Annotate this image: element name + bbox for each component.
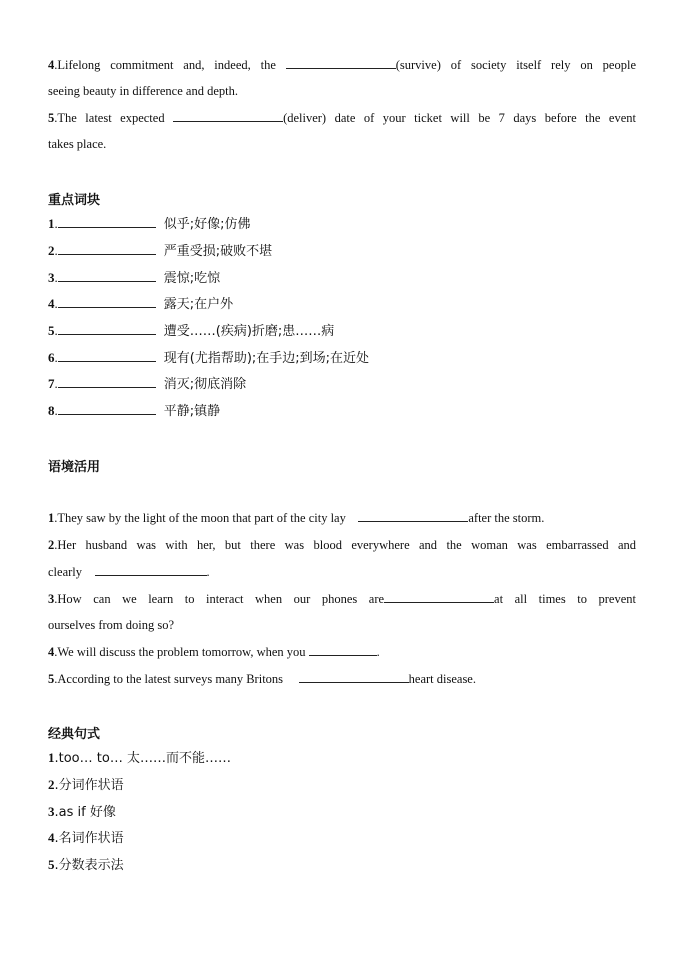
phrase-meaning: 现有(尤指帮助);在手边;到场;在近处 bbox=[163, 351, 370, 366]
context-question-4 bbox=[48, 644, 636, 660]
answer-blank[interactable] bbox=[95, 564, 207, 576]
item-number: 4 bbox=[48, 58, 55, 72]
question-text: . bbox=[376, 645, 380, 659]
phrase-meaning: 似乎;好像;仿佛 bbox=[163, 217, 251, 232]
context-question-3-line1 bbox=[48, 591, 636, 607]
question-text: at all times to prevent bbox=[494, 592, 636, 606]
answer-blank[interactable] bbox=[58, 296, 156, 308]
classic-text: .as if 好像 bbox=[54, 805, 116, 820]
classic-item bbox=[48, 829, 124, 848]
item-number: 2 bbox=[48, 243, 55, 258]
answer-blank[interactable] bbox=[384, 591, 494, 603]
phrase-item: 7. 消灭;彻底消除 bbox=[48, 376, 247, 392]
question-text: .How can we learn to interact when our phones are bbox=[54, 592, 385, 606]
phrase-meaning: 严重受损;破败不堪 bbox=[163, 244, 273, 259]
context-question-2-line2 bbox=[48, 564, 636, 580]
answer-blank[interactable] bbox=[286, 57, 396, 69]
question-text: .Her husband was with her, but there was blood everywhere and the woman was embarrassed and bbox=[54, 538, 636, 552]
context-question-1 bbox=[48, 510, 636, 526]
section-title-context: 语境活用 bbox=[48, 460, 101, 475]
exercise-text: seeing beauty in difference and depth. bbox=[48, 84, 238, 98]
answer-blank[interactable] bbox=[173, 110, 283, 122]
phrase-item: 1. 似乎;好像;仿佛 bbox=[48, 216, 251, 232]
phrase-meaning: 露天;在户外 bbox=[163, 297, 234, 312]
item-number: 5 bbox=[48, 672, 55, 686]
exercise-hint: (survive) of society itself rely on people bbox=[395, 58, 636, 72]
answer-blank[interactable] bbox=[58, 403, 156, 415]
item-number: 4 bbox=[48, 830, 55, 845]
exercise-text: takes place. bbox=[48, 137, 107, 151]
exercise-text: .The latest expected bbox=[54, 111, 165, 125]
answer-blank[interactable] bbox=[58, 376, 156, 388]
phrase-item: 6. 现有(尤指帮助);在手边;到场;在近处 bbox=[48, 350, 370, 366]
classic-text: .too… to… 太……而不能…… bbox=[54, 751, 231, 766]
answer-blank[interactable] bbox=[299, 671, 409, 683]
question-text: .They saw by the light of the moon that part of the city lay bbox=[54, 511, 346, 525]
phrase-item: 8. 平静;镇静 bbox=[48, 403, 221, 419]
exercise-5-line2 bbox=[48, 136, 636, 152]
classic-item bbox=[48, 749, 231, 768]
item-number: 4 bbox=[48, 645, 55, 659]
item-number: 8 bbox=[48, 403, 55, 418]
exercise-4-line1 bbox=[48, 57, 636, 73]
section-title-classic: 经典句式 bbox=[48, 727, 101, 742]
answer-blank[interactable] bbox=[58, 216, 156, 228]
exercise-5-line1 bbox=[48, 110, 636, 126]
answer-blank[interactable] bbox=[358, 510, 468, 522]
item-number: 4 bbox=[48, 296, 55, 311]
context-question-2-line1 bbox=[48, 537, 636, 553]
answer-blank[interactable] bbox=[58, 270, 156, 282]
item-number: 1 bbox=[48, 511, 55, 525]
answer-blank[interactable] bbox=[58, 350, 156, 362]
classic-text: .分词作状语 bbox=[54, 778, 124, 793]
classic-item bbox=[48, 803, 116, 822]
phrase-meaning: 遭受……(疾病)折磨;患……病 bbox=[163, 324, 335, 339]
answer-blank[interactable] bbox=[58, 323, 156, 335]
question-text: heart disease. bbox=[408, 672, 476, 686]
question-text: .We will discuss the problem tomorrow, when you bbox=[54, 645, 306, 659]
answer-blank[interactable] bbox=[58, 243, 156, 255]
item-number: 3 bbox=[48, 270, 55, 285]
exercise-4-line2 bbox=[48, 83, 636, 99]
question-text: clearly bbox=[48, 565, 83, 579]
classic-item bbox=[48, 776, 124, 795]
answer-blank[interactable] bbox=[309, 644, 377, 656]
item-number: 3 bbox=[48, 592, 55, 606]
phrase-item: 4. 露天;在户外 bbox=[48, 296, 234, 312]
question-text: after the storm. bbox=[468, 511, 545, 525]
context-question-5 bbox=[48, 671, 636, 687]
item-number: 5 bbox=[48, 323, 55, 338]
phrase-meaning: 震惊;吃惊 bbox=[163, 271, 221, 286]
item-number: 5 bbox=[48, 857, 55, 872]
classic-text: .分数表示法 bbox=[54, 858, 124, 873]
question-text: .According to the latest surveys many Britons bbox=[54, 672, 284, 686]
classic-item bbox=[48, 856, 124, 875]
phrase-item: 3. 震惊;吃惊 bbox=[48, 270, 221, 286]
question-text: ourselves from doing so? bbox=[48, 618, 175, 632]
question-text: . bbox=[206, 565, 210, 579]
section-title-phrases: 重点词块 bbox=[48, 193, 101, 208]
phrase-meaning: 消灭;彻底消除 bbox=[163, 377, 247, 392]
phrase-item: 5. 遭受……(疾病)折磨;患……病 bbox=[48, 323, 335, 339]
item-number: 3 bbox=[48, 804, 55, 819]
item-number: 1 bbox=[48, 750, 55, 765]
context-question-3-line2 bbox=[48, 617, 636, 633]
item-number: 7 bbox=[48, 376, 55, 391]
classic-text: .名词作状语 bbox=[54, 831, 124, 846]
item-number: 1 bbox=[48, 216, 55, 231]
item-number: 2 bbox=[48, 538, 55, 552]
exercise-hint: (deliver) date of your ticket will be 7 days before the event bbox=[283, 111, 636, 125]
phrase-meaning: 平静;镇静 bbox=[163, 404, 221, 419]
exercise-text: .Lifelong commitment and, indeed, the bbox=[54, 58, 276, 72]
item-number: 5 bbox=[48, 111, 55, 125]
item-number: 6 bbox=[48, 350, 55, 365]
item-number: 2 bbox=[48, 777, 55, 792]
phrase-item: 2. 严重受损;破败不堪 bbox=[48, 243, 273, 259]
